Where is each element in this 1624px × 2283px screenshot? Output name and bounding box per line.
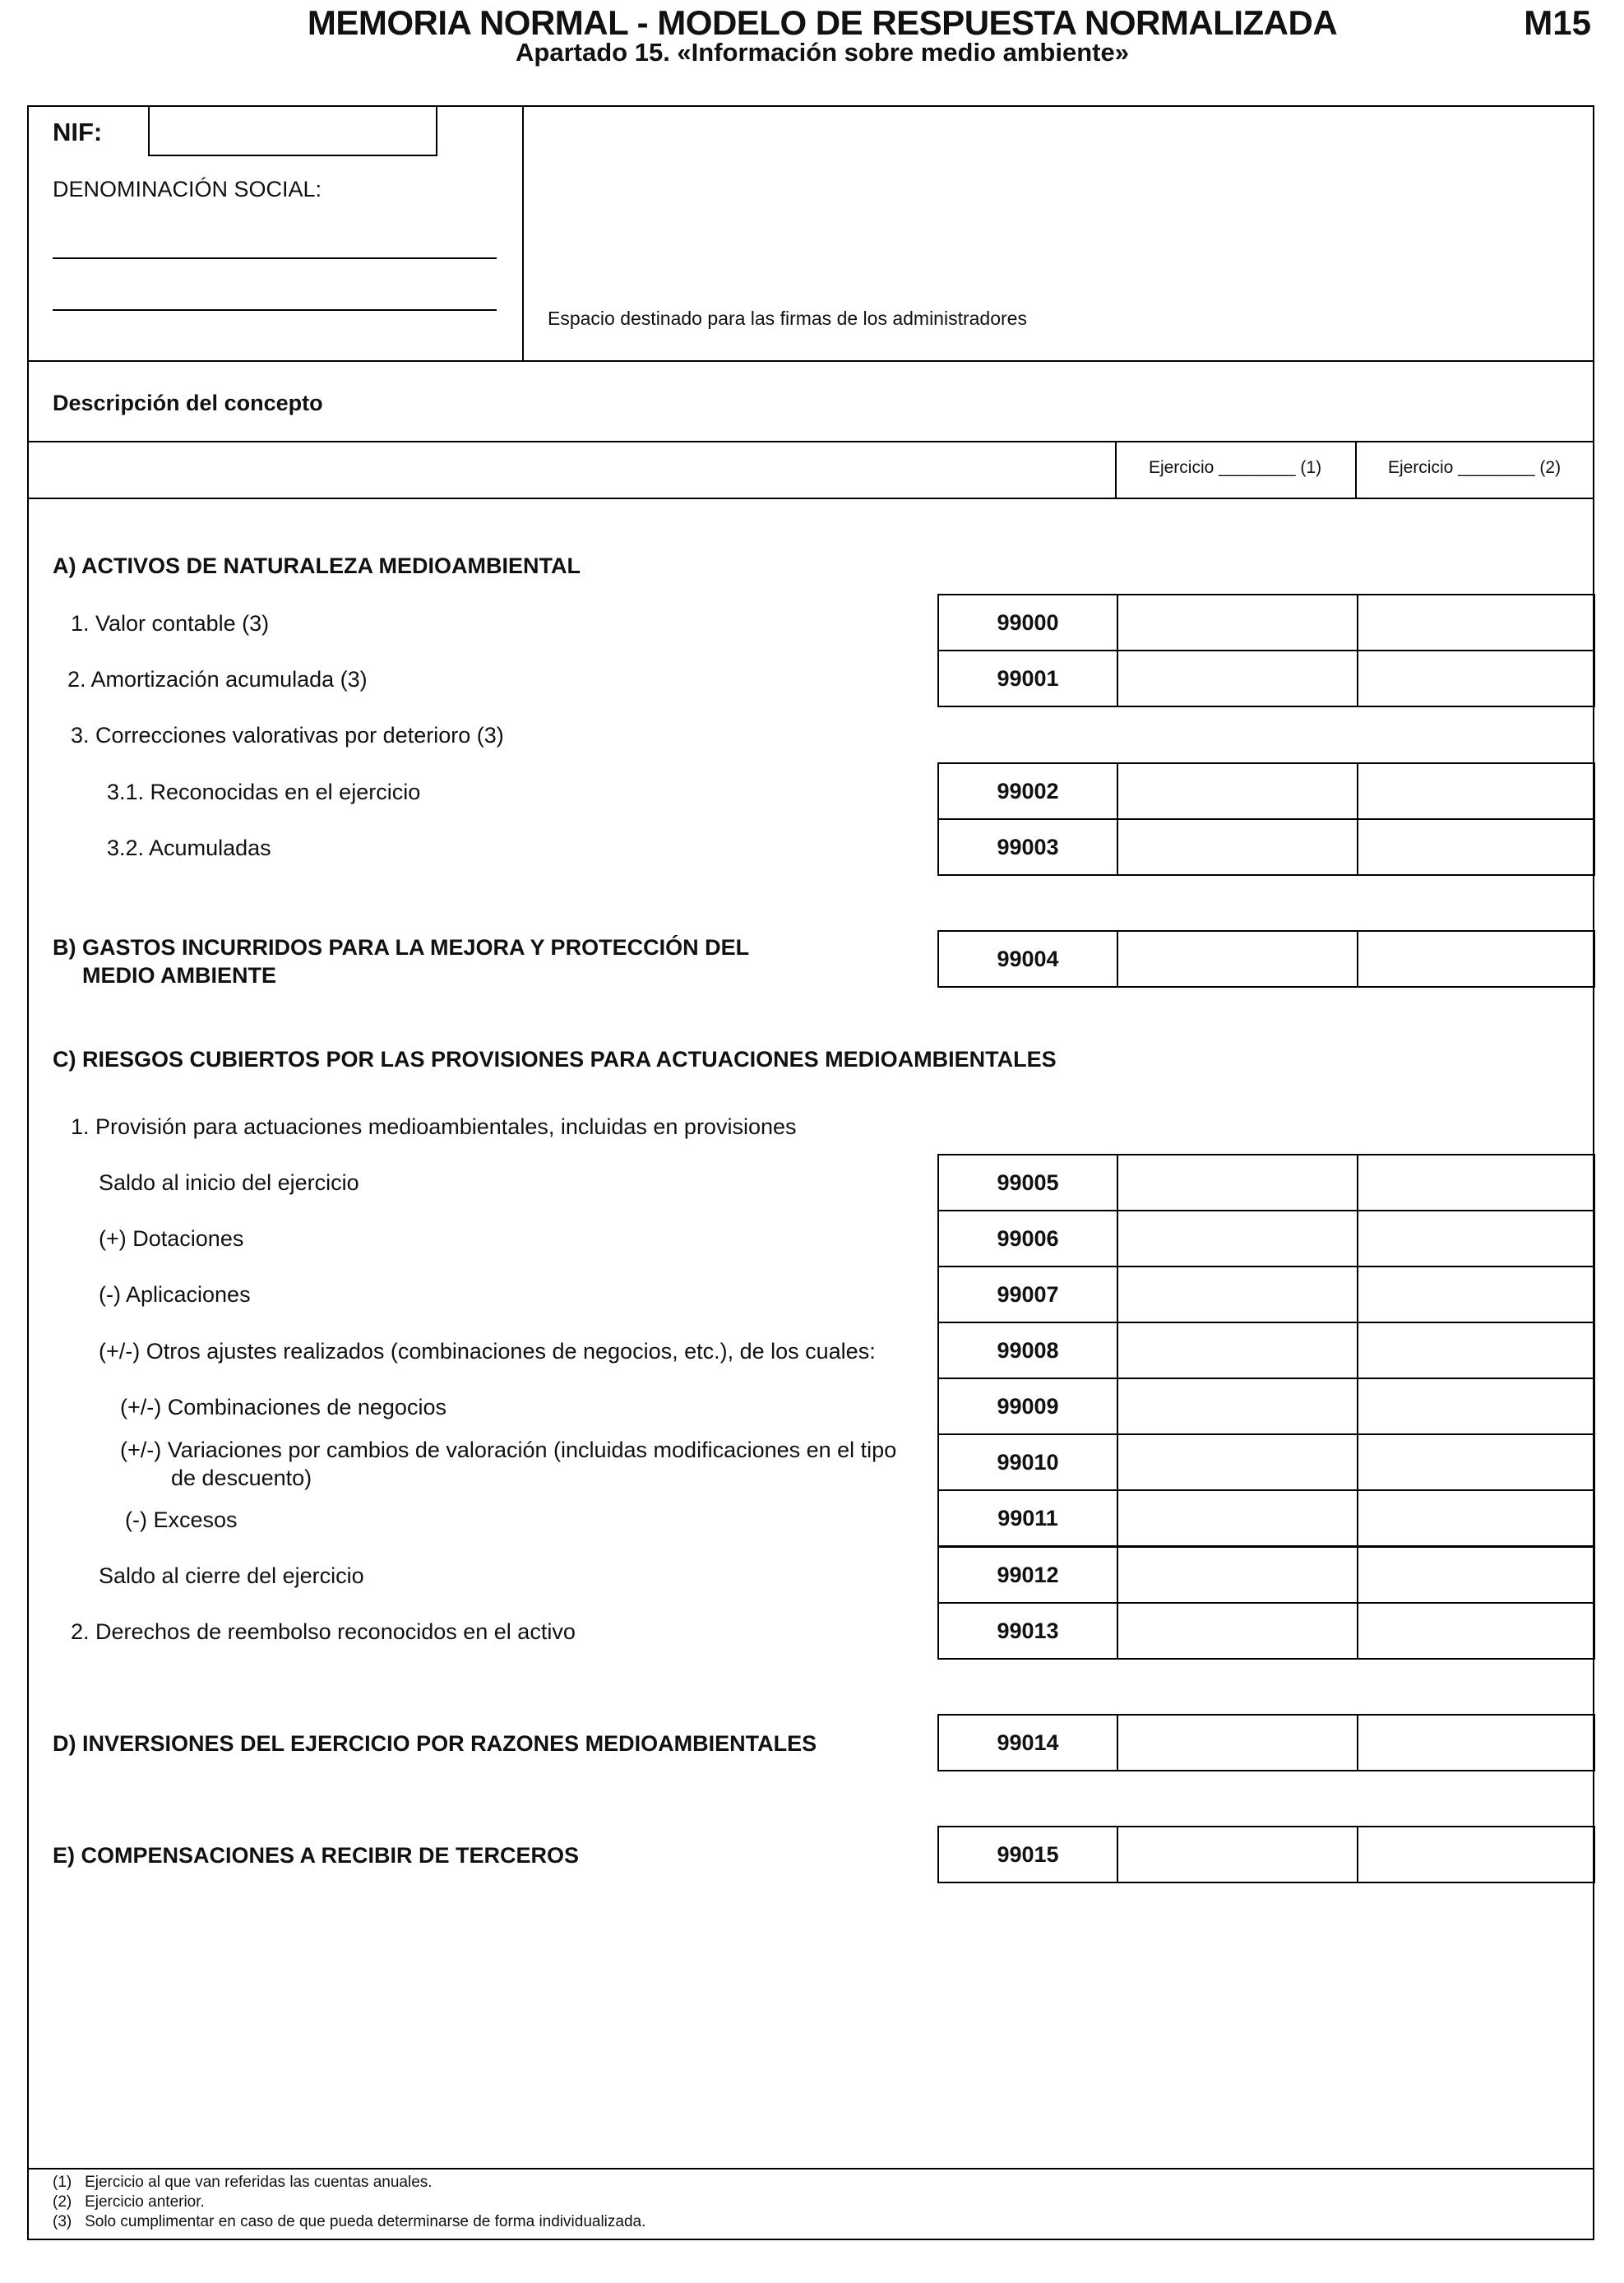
denominacion-line-2[interactable] [53,309,497,311]
row-99009 [937,1378,1595,1435]
input-ejercicio-2[interactable] [1357,1155,1594,1210]
row-code: 99010 [939,1435,1118,1489]
model-code: M15 [1524,3,1591,42]
footnote-text: Ejercicio anterior. [85,2193,205,2211]
row-code: 99012 [939,1548,1118,1602]
row-label-99006: (+) Dotaciones [99,1226,244,1251]
section-c-title: C) RIESGOS CUBIERTOS POR LAS PROVISIONES PARA ACTUACIONES MEDIOAMBIENTALES [53,1047,1057,1072]
row-99004 [937,930,1595,988]
input-ejercicio-2[interactable] [1357,1716,1594,1770]
row-code: 99000 [939,595,1118,650]
row-99000 [937,594,1595,651]
divider-concept [27,441,1594,442]
row-code: 99003 [939,820,1118,874]
input-ejercicio-1[interactable] [1117,1211,1358,1266]
section-e-title: E) COMPENSACIONES A RECIBIR DE TERCEROS [53,1843,580,1868]
nif-input[interactable] [148,105,437,156]
row-99013 [937,1602,1595,1660]
section-d-title: D) INVERSIONES DEL EJERCICIO POR RAZONES MEDIOAMBIENTALES [53,1731,817,1756]
denominacion-line-1[interactable] [53,257,497,259]
footnote-number: (3) [53,2213,72,2230]
row-99015 [937,1826,1595,1883]
section-b-title-line1: B) GASTOS INCURRIDOS PARA LA MEJORA Y PROTECCIÓN DEL [53,935,750,960]
row-code: 99001 [939,651,1118,706]
firmas-label: Espacio destinado para las firmas de los administradores [548,308,1027,329]
input-ejercicio-2[interactable] [1357,1548,1594,1602]
row-99005 [937,1154,1595,1211]
subsection-a3: 3. Correcciones valorativas por deterioro (3) [71,723,504,748]
row-label-99012: Saldo al cierre del ejercicio [99,1563,364,1588]
row-99008 [937,1322,1595,1379]
input-ejercicio-2[interactable] [1357,932,1594,986]
row-code: 99008 [939,1323,1118,1378]
input-ejercicio-2[interactable] [1357,1827,1594,1882]
input-ejercicio-1[interactable] [1117,1491,1358,1545]
ejercicio-1-header: Ejercicio ________ (1) [1148,458,1322,477]
row-99001 [937,650,1595,707]
input-ejercicio-2[interactable] [1357,595,1594,650]
nif-label: NIF: [53,118,103,146]
concept-heading: Descripción del concepto [53,391,323,415]
input-ejercicio-2[interactable] [1357,1491,1594,1545]
ejercicio-2-header: Ejercicio ________ (2) [1387,458,1562,477]
row-99002 [937,762,1595,820]
row-label-99005: Saldo al inicio del ejercicio [99,1170,359,1195]
row-99012 [937,1546,1595,1604]
section-b-title-line2: MEDIO AMBIENTE [82,963,276,988]
input-ejercicio-1[interactable] [1117,932,1358,986]
input-ejercicio-1[interactable] [1117,1548,1358,1602]
row-code: 99014 [939,1716,1118,1770]
input-ejercicio-1[interactable] [1117,1267,1358,1322]
row-code: 99002 [939,764,1118,818]
row-label-99003: 3.2. Acumuladas [107,836,271,860]
row-code: 99007 [939,1267,1118,1322]
denominacion-label: DENOMINACIÓN SOCIAL: [53,177,322,201]
row-99006 [937,1210,1595,1267]
input-ejercicio-2[interactable] [1357,820,1594,874]
input-ejercicio-1[interactable] [1117,1604,1358,1658]
footnote-number: (2) [53,2193,72,2211]
input-ejercicio-1[interactable] [1117,651,1358,706]
divider-columns [27,498,1594,499]
input-ejercicio-1[interactable] [1117,820,1358,874]
row-code: 99004 [939,932,1118,986]
row-code: 99013 [939,1604,1118,1658]
row-label-99000: 1. Valor contable (3) [71,611,270,636]
footnote-3 [53,2213,645,2231]
row-99003 [937,818,1595,876]
row-code: 99009 [939,1379,1118,1433]
row-label-99001: 2. Amortización acumulada (3) [67,667,368,692]
input-ejercicio-2[interactable] [1357,764,1594,818]
footnote-number: (1) [53,2174,72,2191]
row-99007 [937,1266,1595,1323]
row-99014 [937,1714,1595,1771]
row-label-99010-line2: de descuento) [171,1466,312,1490]
row-label-99013: 2. Derechos de reembolso reconocidos en el activo [71,1619,576,1644]
footnote-text: Ejercicio al que van referidas las cuentas anuales. [85,2174,433,2191]
row-label-99008: (+/-) Otros ajustes realizados (combinaciones de negocios, etc.), de los cuales: [99,1339,876,1364]
footnote-2 [53,2193,205,2211]
input-ejercicio-1[interactable] [1117,1379,1358,1433]
input-ejercicio-2[interactable] [1357,1604,1594,1658]
footnote-1 [53,2174,433,2192]
row-label-99002: 3.1. Reconocidas en el ejercicio [107,780,421,804]
input-ejercicio-1[interactable] [1117,764,1358,818]
row-label-99007: (-) Aplicaciones [99,1282,251,1307]
input-ejercicio-2[interactable] [1357,651,1594,706]
input-ejercicio-2[interactable] [1357,1211,1594,1266]
id-divider [522,105,524,362]
page-title: MEMORIA NORMAL - MODELO DE RESPUESTA NORMALIZADA [307,3,1338,42]
row-code: 99015 [939,1827,1118,1882]
row-label-99011: (-) Excesos [125,1507,238,1532]
row-code: 99011 [939,1491,1118,1545]
row-label-99009: (+/-) Combinaciones de negocios [120,1395,446,1419]
row-99011 [937,1489,1595,1547]
row-99010 [937,1433,1595,1491]
footnote-text: Solo cumplimentar en caso de que pueda determinarse de forma individualizada. [85,2213,646,2230]
subsection-c1: 1. Provisión para actuaciones medioambientales, incluidas en provisiones [71,1114,797,1139]
row-code: 99005 [939,1155,1118,1210]
input-ejercicio-1[interactable] [1117,1435,1358,1489]
row-code: 99006 [939,1211,1118,1266]
input-ejercicio-1[interactable] [1117,1827,1358,1882]
input-ejercicio-2[interactable] [1357,1435,1594,1489]
footnotes-divider [27,2168,1594,2170]
input-ejercicio-1[interactable] [1117,595,1358,650]
section-a-title: A) ACTIVOS DE NATURALEZA MEDIOAMBIENTAL [53,553,581,578]
divider-id [27,360,1594,362]
input-ejercicio-2[interactable] [1357,1267,1594,1322]
input-ejercicio-2[interactable] [1357,1323,1594,1378]
input-ejercicio-1[interactable] [1117,1155,1358,1210]
page-subtitle: Apartado 15. «Información sobre medio ambiente» [516,38,1129,67]
input-ejercicio-2[interactable] [1357,1379,1594,1433]
input-ejercicio-1[interactable] [1117,1716,1358,1770]
row-label-99010: (+/-) Variaciones por cambios de valoración (incluidas modificaciones en el tipo [120,1438,897,1462]
input-ejercicio-1[interactable] [1117,1323,1358,1378]
